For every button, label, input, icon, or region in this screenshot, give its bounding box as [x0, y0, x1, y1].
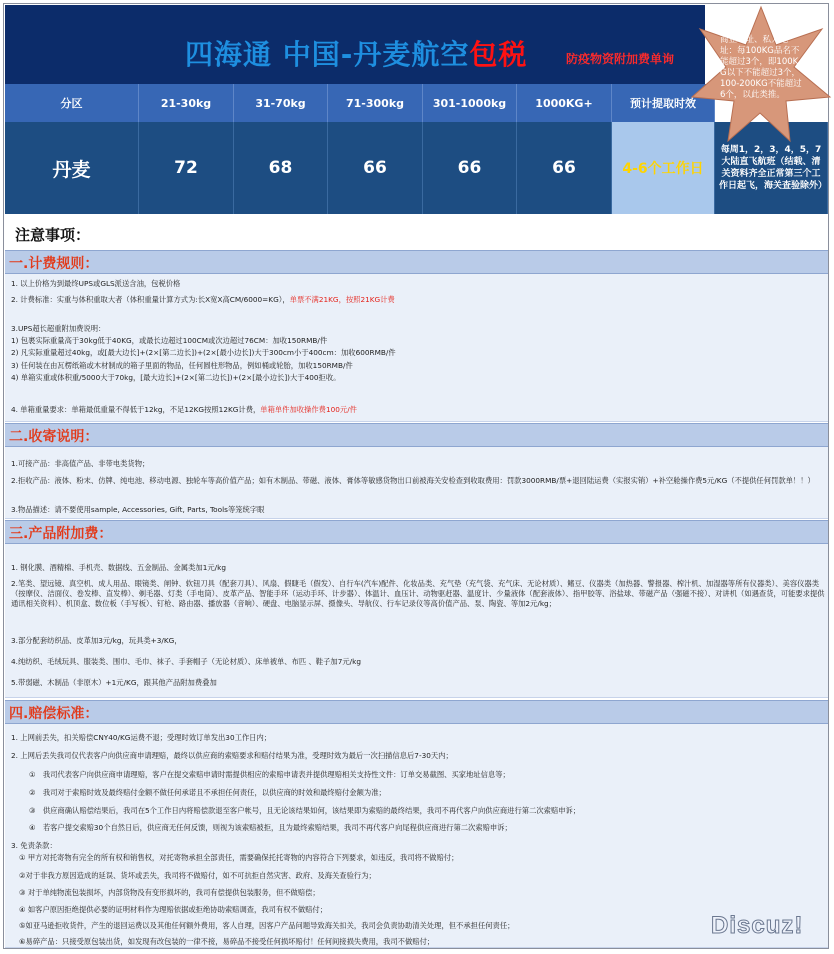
header-1000kg-plus: 1000KG+	[517, 84, 612, 122]
star-callout	[690, 5, 832, 145]
billing-line-7: 4) 单箱实重或体积重/5000大于70kg，[最大边长]+(2×[第二边长])+(2×[最小边长])大于400拒收。	[11, 373, 341, 382]
comp-line-2: 2. 上网后丢失我司仅代表客户向供应商申请理赔，最终以供应商的索赔要求和赔付结果为准，受理时效为最后一次扫描信息后7-30天内；	[11, 751, 453, 760]
header-301-1000kg: 301-1000kg	[423, 84, 517, 122]
comp-line-5: ③ 供应商确认赔偿结果后，我司在5个工作日内将赔偿款退至客户帐号，且无论该结果如何，该结果即为索赔的最终结果，我司不再代客户向供应商进行第二次索赔申诉；	[29, 806, 581, 815]
shipping-line-2: 2.拒收产品：液体、粉末、仿牌、纯电池、移动电源、独轮车等高价值产品；如有木制品、带磁、液体、膏体等敏感货物出口前被海关安检查到收取费用：罚款3000RMB/票+退回陆运费（实报实销）+补空舱操作费5元/KG（不提供任何罚款单！！）	[11, 476, 815, 485]
page-title: 四海通 中国-丹麦航空包税	[185, 38, 528, 71]
section-heading-billing: 一.计费规则：	[5, 250, 828, 274]
billing-line-8: 4. 单箱重量要求：单箱最低重量不得低于12kg，不足12KG按照12KG计费，单箱单件加收操作费100元/件	[11, 405, 357, 414]
surcharge-line-1: 1. 钢化膜、酒精棉、手机壳、数据线、五金制品、金属类加1元/kg	[11, 563, 226, 572]
surcharge-line-4: 4.纯纺织、毛绒玩具、服装类、围巾、毛巾、袜子、手套帽子（无论材质）、床单被单、布匹 、鞋子加7元/kg	[11, 657, 361, 666]
star-callout-text: 商业地址、私人地址：每100KG品名不能超过3个，即100KG以下不能超过3个，100-200KG不能超过6个，以此类推。	[720, 35, 802, 100]
cell-price-31-70kg: 68	[234, 122, 328, 214]
comp-line-3: ① 我司代表客户向供应商申请理赔，客户在提交索赔申请时需提供相应的索赔申请表并提供理赔相关支持性文件：订单交易截图、买家地址信息等；	[29, 770, 510, 779]
notes-title: 注意事项：	[15, 226, 91, 244]
header-31-70kg: 31-70kg	[234, 84, 328, 122]
section-heading-shipping: 二.收寄说明：	[5, 423, 828, 447]
cell-region: 丹麦	[5, 122, 139, 214]
section-heading-compensation: 四.赔偿标准：	[5, 700, 828, 724]
billing-line-1: 1. 以上价格为到最终UPS或GLS派送含油，包税价格	[11, 279, 181, 288]
section-body-surcharge	[5, 544, 828, 698]
table-header-row	[5, 84, 715, 122]
header-21-30kg: 21-30kg	[139, 84, 234, 122]
billing-line-2: 2. 计费标准：实重与体积重取大者（体积重量计算方式为:长X宽X高CM/6000=KG），单票不满21KG，按照21KG计费	[11, 295, 395, 304]
billing-line-3: 3.UPS超长超重附加费说明：	[11, 324, 106, 333]
header-71-300kg: 71-300kg	[328, 84, 423, 122]
notes-bar	[5, 216, 828, 248]
section-heading-surcharge: 三.产品附加费：	[5, 520, 828, 544]
surcharge-line-5: 5.带弱磁、木制品（非原木）+1元/KG，跟其他产品附加费叠加	[11, 678, 217, 687]
surcharge-line-3: 3.部分配套纺织品、皮革加3元/kg，玩具类+3/KG，	[11, 636, 182, 645]
header-banner	[5, 5, 705, 84]
comp-line-1: 1. 上网前丢失，扣关赔偿CNY40/KG运费不退；受理时效订单发出30工作日内；	[11, 733, 272, 742]
cell-price-1000kg-plus: 66	[517, 122, 612, 214]
comp-line-4: ② 我司对于索赔时效及最终赔付金额不做任何承诺且不承担任何责任，以供应商的时效和最终赔付金额为准；	[29, 788, 386, 797]
comp-line-12: ⑤如亚马逊拒收货件，产生的退回运费以及其他任何额外费用，客人自理，因客户产品问题导致海关扣关，我司会负责协助清关处理，但不承担任何责任；	[19, 921, 515, 930]
comp-line-11: ④ 如客户原因拒绝提供必要的证明材料作为理赔依据或拒绝协助索赔调查，我司有权不做赔付；	[19, 905, 328, 914]
header-delivery-time: 预计提取时效	[612, 84, 715, 122]
cell-flight-note: 每周1，2，3，4，5，7大陆直飞航班（结载、清关资料齐全正常第三个工作日起飞，海关查验除外）	[715, 122, 828, 214]
surcharge-line-2: 2.笔类、望远镜、真空机、成人用品、眼镜类、闸钟、软钮刀具（配套刀具）、风扇、假睫毛（假发）、自行车(汽车)配件、化妆品类、充气垫（充气袋、充气床、无论材质）、鳍豆、仪器类（加热器、警报器、榨汁机、加湿器等所有仪器类）、美容仪器类（按摩仪、洁面仪、卷发棒、直发棒）、剃毛器、灯类（手电筒）、皮革产品、智能手环（运动手环、计步器）、体温计、血压计、动物驱赶器、温度计、少量液体（配套液体）、指甲胶等、浴盐球、带磁产品（强磁不接）、对讲机（如遇查货，可能要求提供通讯相关资料）、机顶盒、数位板（手写板）、钉枪、路由器、播放器（音响）、硬盘、电脑显示屏、摄像头、导航仪、行车记录仪等高价值产品、泵、陶瓷、等加2元/kg；	[11, 579, 825, 608]
page-subtitle: 防疫物资附加费单询	[566, 52, 675, 66]
discuz-watermark: Discuz!	[711, 912, 804, 939]
comp-line-6: ④ 若客户提交索赔30个自然日后，供应商无任何反馈，则视为该索赔被拒，且为最终索赔结果，我司不再代客户向尾程供应商进行第二次索赔申诉；	[29, 823, 512, 832]
header-region: 分区	[5, 84, 139, 122]
billing-line-6: 3) 任何装在由瓦楞纸箱或木材制成的箱子里面的物品，任何圆柱形物品，例如桶或轮胎，加收150RMB/件	[11, 361, 353, 370]
cell-delivery-time: 4-6个工作日	[612, 122, 715, 214]
cell-price-21-30kg: 72	[139, 122, 234, 214]
billing-line-4: 1) 包裹实际重量高于30kg低于40KG，或最长边超过100CM或次边超过76CM：加收150RMB/件	[11, 336, 328, 345]
comp-line-8: ① 甲方对托寄物有完全的所有权和销售权，对托寄物承担全部责任，需要确保托托寄物的内容符合下列要求，如违反，我司将不做赔付；	[19, 853, 459, 862]
section-body-billing	[5, 274, 828, 422]
comp-line-7: 3. 免责条款：	[11, 841, 57, 850]
section-body-shipping	[5, 447, 828, 519]
billing-line-5: 2) 凡实际重量超过40kg，或[最大边长]+(2×[第二边长])+(2×[最小边长])大于300cm小于400cm：加收600RMB/件	[11, 348, 396, 357]
cell-price-71-300kg: 66	[328, 122, 423, 214]
comp-line-13: ⑥易碎产品：只接受原包装出货，如发现有改包装的一律不接，易碎品不接受任何损坏赔付！任何间接损失费用，我司不做赔付；	[19, 937, 435, 946]
cell-price-301-1000kg: 66	[423, 122, 517, 214]
comp-line-10: ③ 对于单纯物流包装损坏，内部货物没有变形损坏的，我司有偿提供包装服务，但不做赔偿；	[19, 888, 320, 897]
shipping-line-1: 1.可接产品：非高值产品、非带电类货物；	[11, 459, 150, 468]
section-body-compensation	[5, 724, 828, 948]
shipping-line-3: 3.物品描述：请不要使用sample, Accessories, Gift, Parts, Tools等笼统字眼	[11, 505, 265, 514]
comp-line-9: ②对于非我方原因造成的延误、货坏或丢失，我司将不做赔付，如不可抗拒自然灾害、政府、及海关查验行为；	[19, 871, 376, 880]
